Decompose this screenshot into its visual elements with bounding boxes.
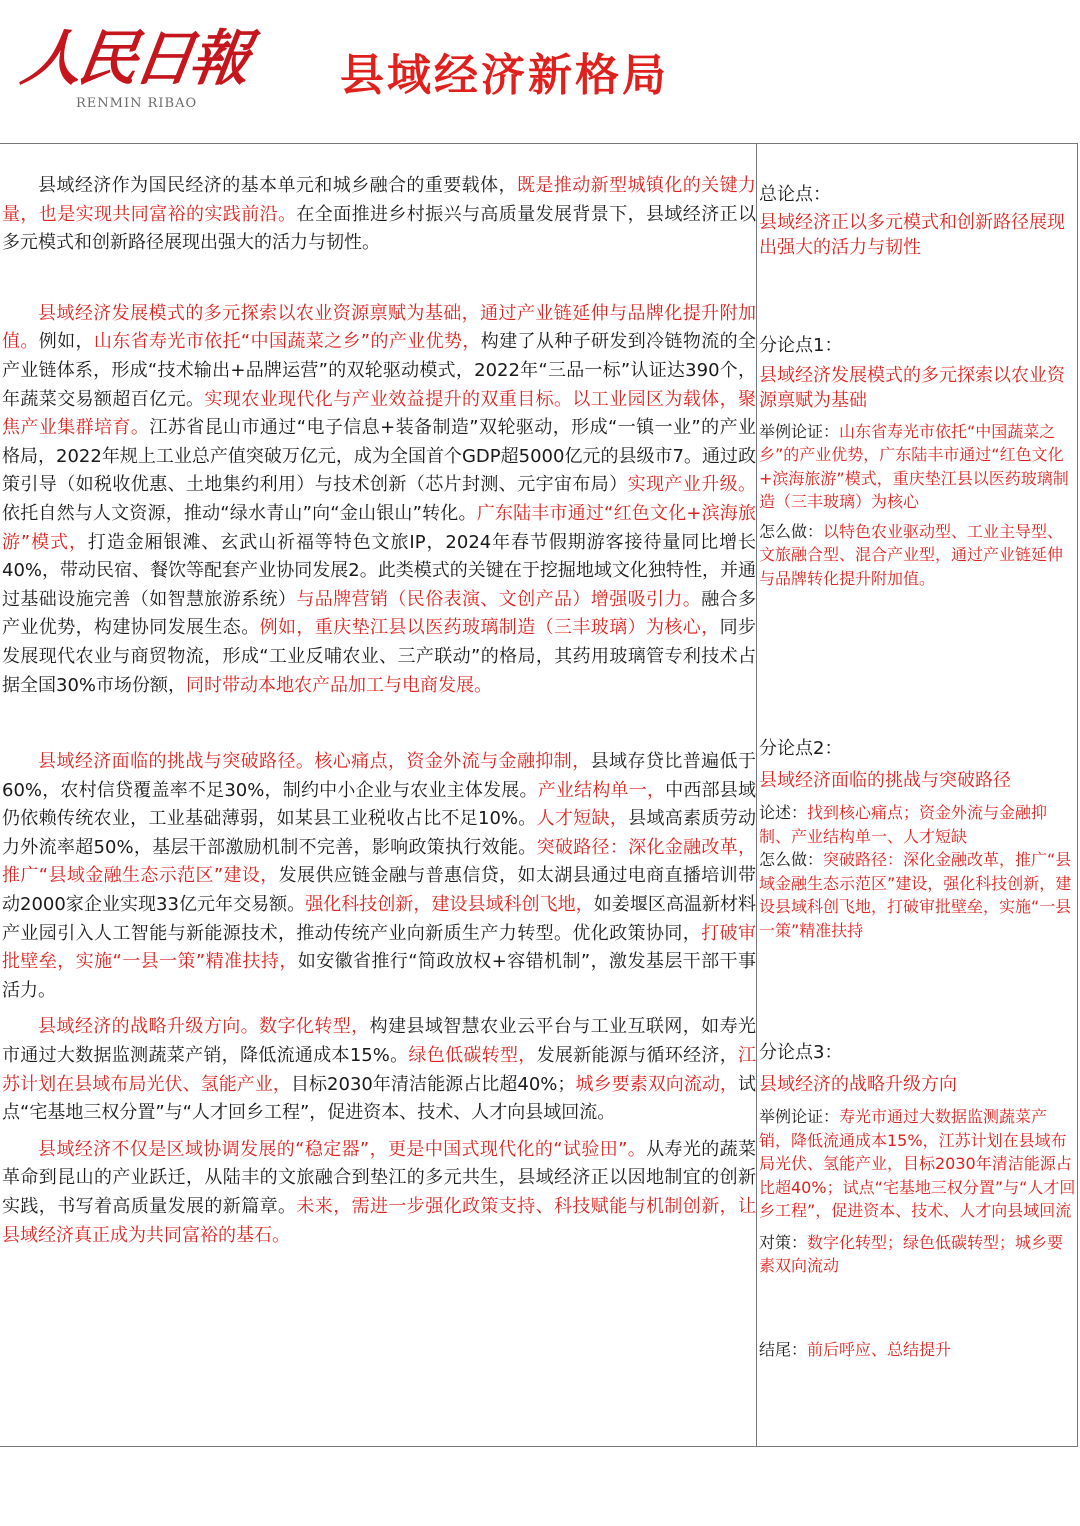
sidebar-policy — [759, 1231, 1077, 1278]
text: 如安徽省推行“简政放权+容错机制”，激发基层干部干事活力。 — [2, 951, 756, 1001]
text: 试点“宅基地三权分置”与“人才回乡工程”，促进资本、技术、人才向县域回流。 — [2, 1073, 756, 1124]
sidebar-label: 分论点3： — [759, 1042, 843, 1063]
text: 发展新能源与循环经济， — [536, 1045, 739, 1067]
sidebar-label: 分论点2： — [759, 738, 843, 759]
text: 县域经济作为国民经济的基本单元和城乡融合的重要载体， — [38, 175, 517, 196]
highlight: 与品牌营销（民俗表演、文创产品）增强吸引力。 — [296, 588, 702, 610]
sidebar-point-2 — [759, 736, 1077, 942]
logo-chinese-text: 人民日報 — [17, 24, 251, 94]
sidebar-point-3 — [759, 1040, 1077, 1278]
text: 目标2030年清洁能源占比超40%； — [290, 1073, 576, 1095]
table-top-border — [0, 143, 1078, 144]
label: 论述： — [759, 803, 808, 822]
label: 结尾： — [759, 1340, 808, 1359]
sidebar-label: 分论点1： — [759, 335, 843, 356]
page-header — [0, 0, 1080, 140]
highlight: 江苏计划在县域布局光伏、氢能产业， — [2, 1045, 757, 1095]
text: 融合多产业优势，构建协同发展生态。 — [2, 588, 757, 639]
highlight: 产业结构单一， — [537, 779, 666, 801]
logo-pinyin-text: RENMIN RIBAO — [76, 96, 198, 111]
highlight: 山东省寿光市依托“中国蔬菜之乡”的产业优势， — [93, 331, 481, 353]
text: 依托自然与人文资源，推动“绿水青山”向“金山银山”转化。 — [2, 502, 477, 524]
highlight: 强化科技创新，建设县域科创飞地， — [305, 894, 594, 916]
text: 江苏省昆山市通过“电子信息+装备制造”双轮驱动，形成“一镇一业”的产业格局，2022年规上工业总产值突破万亿元，成为全国首个GDP超5000亿元的县级市7。通过政策引导（如税收优惠、土地集约利用）与技术创新（芯片封测、元宇宙布局） — [2, 417, 756, 496]
highlight: 人才短缺， — [536, 808, 629, 830]
text: 山东省寿光市依托“中国蔬菜之乡”的产业优势，广东陆丰市通过“红色文化+滨海旅游”模式，重庆垫江县以医药玻璃制造（三丰玻璃）为核心 — [759, 421, 1069, 511]
label: 举例论证： — [759, 1107, 840, 1126]
highlight: 城乡要素双向流动， — [575, 1073, 738, 1095]
label: 怎么做： — [759, 521, 824, 541]
text: 县域高素质劳动力外流率超50%，基层干部激励机制不完善，影响政策执行效能。 — [2, 808, 756, 858]
text: 数字化转型；绿色低碳转型；城乡要素双向流动 — [759, 1232, 1064, 1275]
sidebar-main-thesis — [759, 182, 1077, 261]
sidebar-point-1 — [759, 333, 1077, 590]
text: 前后呼应、总结提升 — [807, 1340, 952, 1359]
highlight: 实现农业现代化与产业效益提升的双重目标。以工业园区为载体，聚焦产业集群培育。 — [2, 388, 757, 439]
highlight: 绿色低碳转型， — [408, 1045, 537, 1067]
text: 从寿光的蔬菜革命到昆山的产业跃迁，从陆丰的文旅融合到垫江的多元共生，县域经济正以因地制宜的创新实践，书写着高质量发展的新篇章。 — [2, 1138, 756, 1217]
paragraph-intro — [2, 172, 756, 258]
highlight: 县域经济面临的挑战与突破路径。核心痛点，资金外流与金融抑制， — [38, 751, 591, 773]
paragraph-point-2 — [2, 748, 756, 1005]
paragraph-point-3 — [2, 1013, 756, 1127]
label: 怎么做： — [759, 850, 824, 869]
text: 寿光市通过大数据监测蔬菜产销，降低流通成本15%，江苏计划在县域布局光伏、氢能产业，目标2030年清洁能源占比超40%；试点“宅基地三权分置”与“人才回乡工程”，促进资本、技术、人才向县域回流 — [759, 1107, 1076, 1220]
text: 打造金厢银滩、玄武山祈福等特色文旅IP，2024年春节假期游客接待量同比增长40%，带动民宿、餐饮等配套产业协同发展2。此类模式的关键在于挖掘地域文化独特性，并通过基础设施完善（如智慧旅游系统） — [2, 531, 757, 610]
label: 举例论证： — [759, 421, 840, 441]
text: 发展供应链金融与普惠信贷，如太湖县通过电商直播培训带动2000家企业实现33亿元年交易额。 — [2, 865, 756, 916]
text: 构建了从种子研发到冷链物流的全产业链体系，形成“技术输出+品牌运营”的双轮驱动模式，2022年“三品一标”认证达390个，年蔬菜交易额超百亿元。 — [2, 331, 757, 410]
sidebar-how — [759, 848, 1077, 942]
text: 同步发展现代农业与商贸物流，形成“工业反哺农业、三产联动”的格局，其药用玻璃管专利技术占据全国30%市场份额， — [2, 617, 757, 696]
paragraph-conclusion — [2, 1136, 756, 1250]
sidebar-how — [759, 520, 1077, 591]
sidebar-ending-line — [759, 1338, 1077, 1362]
article-body — [2, 172, 756, 1250]
highlight: 未来，需进一步强化政策支持、科技赋能与机制创新，让县域经济真正成为共同富裕的基石。 — [2, 1196, 757, 1246]
text: 找到核心痛点；资金外流与金融抑制、产业结构单一、人才短缺 — [759, 803, 1048, 846]
column-divider — [756, 143, 757, 1447]
sidebar-ending — [759, 1338, 1077, 1362]
label: 对策： — [759, 1232, 808, 1252]
text: 县域存贷比普遍低于60%，农村信贷覆盖率不足30%，制约中小企业与农业主体发展。 — [2, 751, 757, 801]
text: 中西部县域仍依赖传统农业，工业基础薄弱，如某县工业税收占比不足10%。 — [2, 779, 757, 830]
text: 在全面推进乡村振兴与高质量发展背景下，县域经济正以多元模式和创新路径展现出强大的活力与韧性。 — [2, 203, 757, 254]
table-right-border — [1077, 143, 1078, 1447]
text: 以特色农业驱动型、工业主导型、文旅融合型、混合产业型，通过产业链延伸与品牌转化提升附加值。 — [759, 521, 1064, 588]
sidebar-example — [759, 1105, 1077, 1223]
text: 构建县域智慧农业云平台与工业互联网，如寿光市通过大数据监测蔬菜产销，降低流通成本15%。 — [2, 1016, 756, 1067]
highlight: 县域经济不仅是区域协调发展的“稳定器”，更是中国式现代化的“试验田”。 — [38, 1138, 647, 1160]
text: 突破路径：深化金融改革，推广“县域金融生态示范区”建设，强化科技创新，建设县域科创飞地，打破审批壁垒，实施“一县一策”精准扶持 — [759, 850, 1072, 940]
highlight: 例如，重庆垫江县以医药玻璃制造（三丰玻璃）为核心， — [259, 617, 720, 639]
highlight: 既是推动新型城镇化的关键力量，也是实现共同富裕的实践前沿。 — [2, 175, 757, 225]
sidebar-argument — [759, 801, 1077, 848]
sidebar-text: 县域经济的战略升级方向 — [759, 1073, 957, 1095]
highlight: 县域经济发展模式的多元探索以农业资源禀赋为基础，通过产业链延伸与品牌化提升附加值。 — [2, 302, 756, 353]
highlight: 县域经济的战略升级方向。数字化转型， — [38, 1016, 370, 1038]
text: 如姜堰区高温新材料产业园引入人工智能与新能源技术，推动传统产业向新质生产力转型。优化政策协同， — [2, 894, 757, 944]
highlight: 突破路径：深化金融改革，推广“县域金融生态示范区”建设， — [2, 836, 756, 887]
highlight: 同时带动本地农产品加工与电商发展。 — [186, 674, 493, 696]
newspaper-logo — [17, 22, 251, 118]
sidebar-text: 县域经济面临的挑战与突破路径 — [759, 769, 1011, 791]
text: 例如， — [38, 331, 94, 353]
sidebar-label: 总论点： — [759, 184, 831, 205]
sidebar-example — [759, 420, 1077, 514]
sidebar-text: 县域经济发展模式的多元探索以农业资源禀赋为基础 — [759, 364, 1065, 411]
sidebar-text: 县域经济正以多元模式和创新路径展现出强大的活力与韧性 — [759, 211, 1065, 258]
highlight: 实现产业升级。 — [627, 474, 757, 496]
table-bottom-border — [0, 1446, 1078, 1447]
paragraph-point-1 — [2, 300, 756, 700]
page-title: 县域经济新格局 — [340, 50, 669, 101]
highlight: 打破审批壁垒，实施“一县一策”精准扶持， — [2, 922, 757, 973]
highlight: 广东陆丰市通过“红色文化+滨海旅游”模式， — [2, 502, 756, 553]
